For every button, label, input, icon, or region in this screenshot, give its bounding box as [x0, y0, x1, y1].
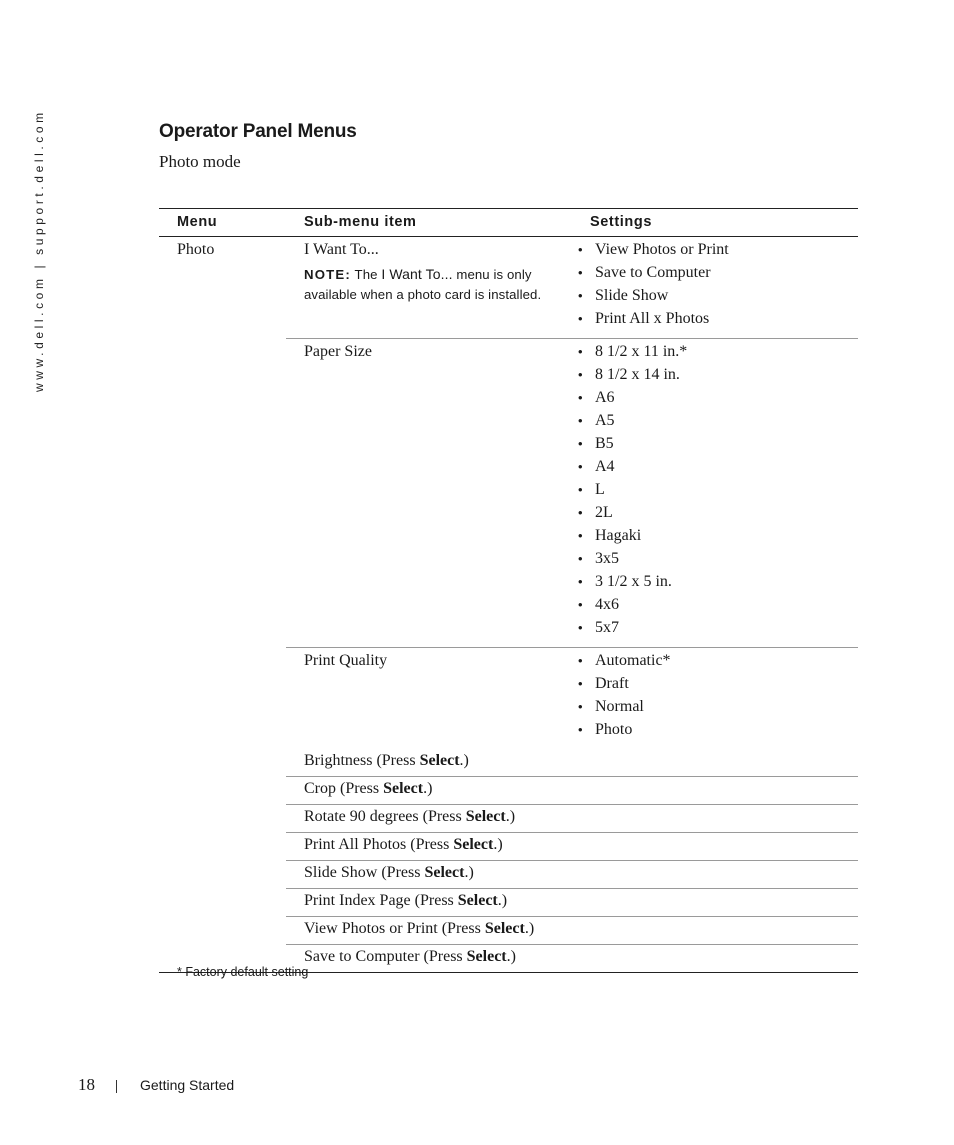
submenu-cell: [286, 648, 572, 749]
submenu-label: [286, 749, 858, 776]
settings-item: • View Photos or Print: [572, 240, 858, 263]
settings-item: • 3 1/2 x 5 in.: [572, 572, 858, 595]
press-prefix: (Press: [437, 920, 485, 937]
press-suffix: .): [506, 948, 516, 965]
settings-item: • 2L: [572, 503, 858, 526]
settings-cell: [572, 648, 858, 749]
settings-item: • 5x7: [572, 618, 858, 641]
submenu-item-name: Crop: [304, 780, 336, 797]
press-suffix: .): [464, 864, 474, 881]
table-row: [286, 916, 858, 944]
settings-item: • 8 1/2 x 11 in.*: [572, 342, 858, 365]
table-row: [286, 776, 858, 804]
settings-item: • B5: [572, 434, 858, 457]
table-header: [159, 209, 858, 237]
press-suffix: .): [497, 892, 508, 909]
submenu-label: Paper Size: [304, 343, 372, 360]
settings-item: • 8 1/2 x 14 in.: [572, 365, 858, 388]
submenu-label: I Want To...: [304, 241, 379, 258]
submenu-item-name: View Photos or Print: [304, 920, 438, 937]
table-row: [286, 804, 858, 832]
settings-cell: [572, 339, 858, 647]
settings-list: [572, 240, 858, 332]
submenu-item-name: Slide Show: [304, 864, 378, 881]
settings-cell: [572, 237, 858, 338]
select-key-label: Select: [457, 892, 498, 909]
press-prefix: (Press: [377, 864, 425, 881]
settings-item: • Draft: [572, 674, 858, 697]
table-row: [286, 860, 858, 888]
settings-item: • A4: [572, 457, 858, 480]
submenu-item-name: Save to Computer: [304, 948, 420, 965]
page-title: Operator Panel Menus: [159, 121, 357, 142]
press-suffix: .): [459, 752, 469, 769]
table-row: [286, 888, 858, 916]
table-row: [286, 832, 858, 860]
table-row: [286, 237, 858, 338]
submenu-label: [286, 861, 858, 888]
menu-name: Photo: [177, 241, 215, 258]
note: [304, 264, 572, 305]
header-submenu: Sub-menu item: [304, 214, 417, 230]
note-text: menu is only available when a photo card is installed.: [304, 267, 542, 302]
submenu-cell: [286, 237, 572, 338]
page-number: 18: [78, 1075, 95, 1094]
table-row: [286, 944, 858, 972]
table-row: [286, 647, 858, 749]
photo-menu-table: [159, 208, 858, 973]
page-subtitle: Photo mode: [159, 152, 241, 171]
table-body: [159, 237, 858, 972]
select-key-label: Select: [419, 752, 460, 769]
settings-item: • A6: [572, 388, 858, 411]
note-label: NOTE:: [304, 267, 352, 282]
press-suffix: .): [524, 920, 535, 937]
settings-item: • Normal: [572, 697, 858, 720]
submenu-label: [286, 805, 858, 832]
submenu-label: [286, 777, 858, 804]
submenu-cell: [286, 339, 572, 647]
settings-item: • Slide Show: [572, 286, 858, 309]
select-key-label: Select: [453, 836, 494, 853]
press-suffix: .): [505, 808, 516, 825]
settings-item: • Save to Computer: [572, 263, 858, 286]
submenu-item-name: Brightness: [304, 752, 373, 769]
select-key-label: Select: [424, 864, 465, 881]
press-prefix: (Press: [418, 808, 466, 825]
submenu-item-name: Print All Photos: [304, 836, 407, 853]
table-row: [286, 338, 858, 647]
submenu-rows: [286, 237, 858, 972]
press-prefix: (Press: [336, 780, 384, 797]
note-text: The: [351, 267, 382, 282]
submenu-item-name: Rotate 90 degrees: [304, 808, 419, 825]
press-prefix: (Press: [419, 948, 467, 965]
press-suffix: .): [493, 836, 503, 853]
settings-item: • Hagaki: [572, 526, 858, 549]
select-key-label: Select: [484, 920, 525, 937]
submenu-label: [286, 833, 858, 860]
select-key-label: Select: [383, 780, 424, 797]
settings-list: [572, 651, 858, 743]
settings-list: [572, 342, 858, 641]
settings-item: • L: [572, 480, 858, 503]
side-url: www.dell.com | support.dell.com: [32, 109, 46, 392]
settings-item: • Print All x Photos: [572, 309, 858, 332]
settings-item: • 3x5: [572, 549, 858, 572]
submenu-label: Print Quality: [304, 652, 388, 669]
header-settings: Settings: [590, 214, 652, 230]
submenu-label: [286, 917, 858, 944]
submenu-item-name: Print Index Page: [304, 892, 411, 909]
submenu-label: [286, 889, 858, 916]
header-menu: Menu: [177, 214, 218, 230]
footnote: * Factory default setting: [177, 965, 309, 979]
settings-item: • A5: [572, 411, 858, 434]
footer-divider: [116, 1080, 117, 1093]
press-suffix: .): [423, 780, 433, 797]
footer-section: Getting Started: [140, 1077, 235, 1093]
settings-item: • Automatic*: [572, 651, 858, 674]
press-prefix: (Press: [410, 892, 458, 909]
select-key-label: Select: [465, 808, 506, 825]
press-prefix: (Press: [372, 752, 420, 769]
select-key-label: Select: [466, 948, 507, 965]
submenu-label: [286, 945, 858, 972]
table-row: [286, 749, 858, 776]
settings-item: • Photo: [572, 720, 858, 743]
press-prefix: (Press: [406, 836, 454, 853]
note-menu-name: I Want To...: [381, 266, 453, 282]
settings-item: • 4x6: [572, 595, 858, 618]
